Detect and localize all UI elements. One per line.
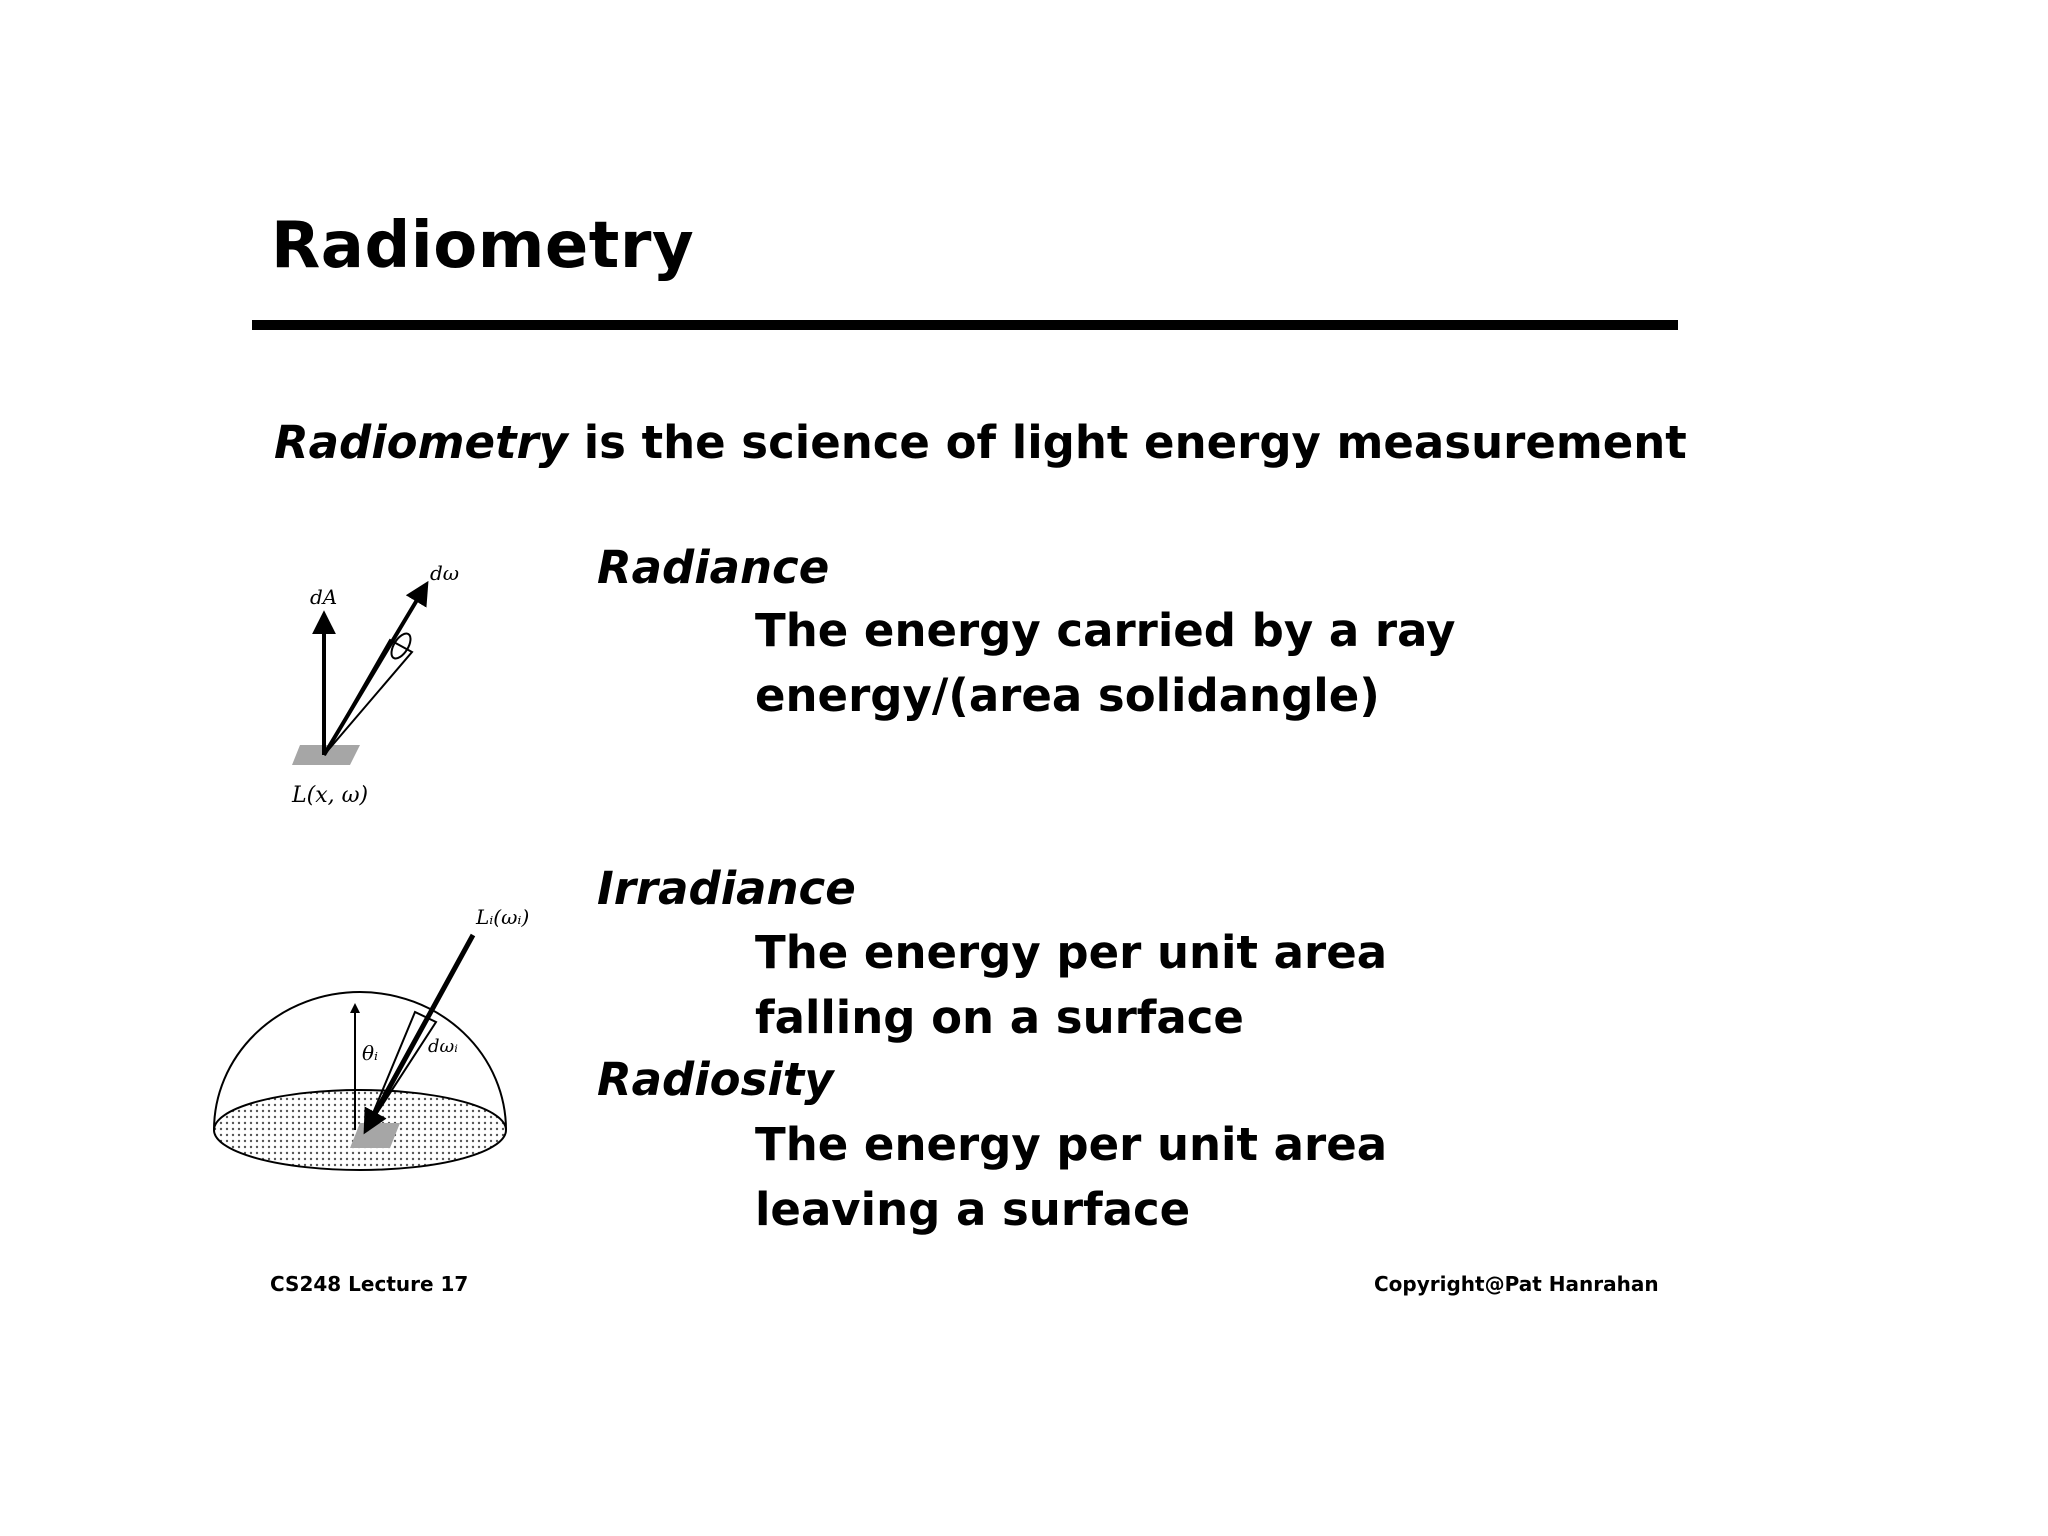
radiance-line-2: energy/(area solidangle) <box>755 669 1380 722</box>
radiosity-heading: Radiosity <box>597 1053 834 1106</box>
label-Li: Lᵢ(ωᵢ) <box>476 905 530 929</box>
slide-title: Radiometry <box>271 209 695 283</box>
footer-copyright: Copyright@Pat Hanrahan <box>1374 1272 1659 1296</box>
label-L: L(x, ω) <box>292 783 369 808</box>
radiance-heading: Radiance <box>597 541 830 594</box>
label-theta: θᵢ <box>362 1041 379 1065</box>
irradiance-line-1: The energy per unit area <box>755 926 1388 979</box>
radiance-diagram <box>280 550 480 820</box>
irradiance-heading: Irradiance <box>597 862 856 915</box>
intro-rest: is the science of light energy measurement <box>568 416 1687 469</box>
irradiance-diagram <box>200 880 560 1190</box>
radiance-line-1: The energy carried by a ray <box>755 604 1456 657</box>
irradiance-line-2: falling on a surface <box>755 991 1244 1044</box>
footer-course: CS248 Lecture 17 <box>270 1272 469 1296</box>
title-divider <box>252 320 1678 330</box>
intro-sentence <box>274 416 1687 469</box>
label-d-omega-i: dωᵢ <box>428 1036 458 1057</box>
label-d-omega: dω <box>430 561 460 585</box>
intro-term: Radiometry <box>274 416 569 469</box>
radiosity-line-2: leaving a surface <box>755 1183 1191 1236</box>
label-dA: dA <box>310 585 338 609</box>
radiosity-line-1: The energy per unit area <box>755 1118 1388 1171</box>
